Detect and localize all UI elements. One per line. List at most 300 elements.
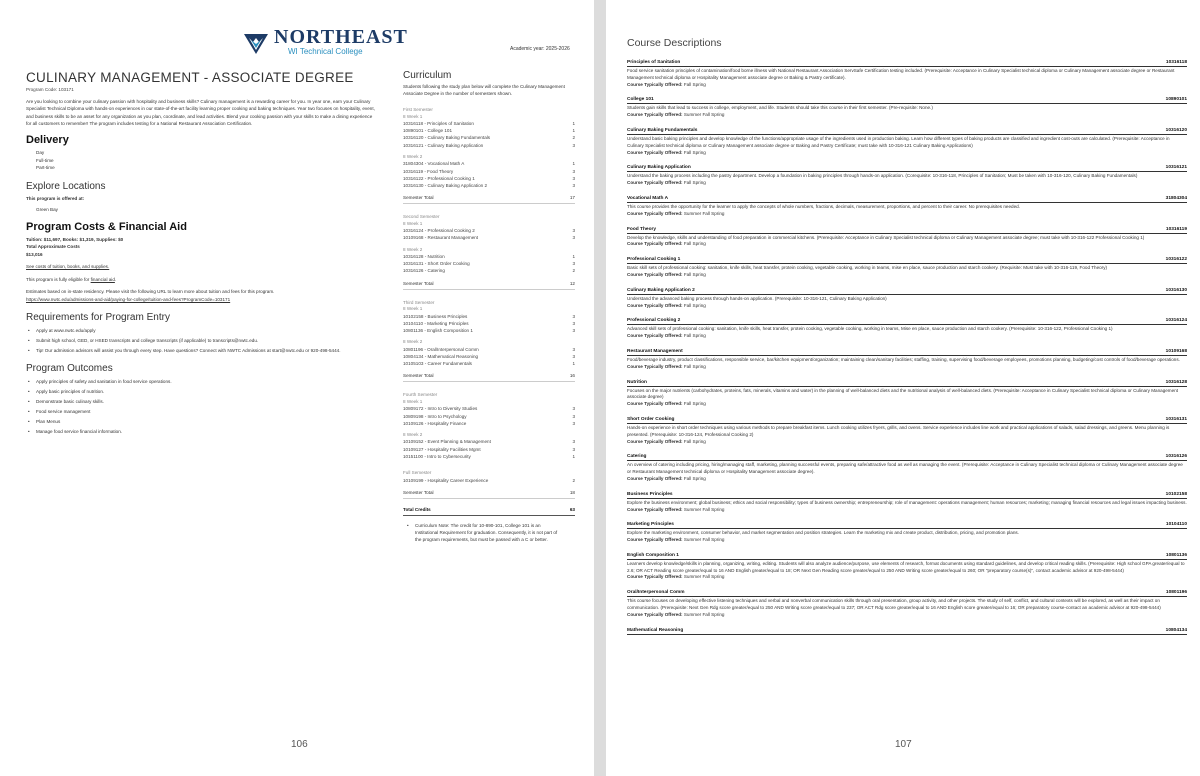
course-desc: Students gain skills that lead to success in college, employment, and life. Students should take this course in their first semester. (Pre-requisite: None.) — [627, 105, 933, 111]
course-row — [403, 313, 575, 320]
program-title: CULINARY MANAGEMENT - ASSOCIATE DEGREE — [26, 70, 354, 85]
course-credits: 3 — [572, 175, 575, 181]
course-title: Mathematical Reasoning — [627, 627, 684, 633]
semester-total-label: Semester Total — [403, 373, 434, 379]
week-label: 8 Week 2 — [403, 431, 423, 437]
outcome-item: • Manage food service financial information. — [26, 428, 378, 435]
course-header — [627, 349, 1187, 356]
course-description — [627, 288, 1187, 310]
course-header — [627, 492, 1187, 499]
course-name: 10104110 - Marketing Principles — [403, 320, 469, 326]
course-credits: 3 — [572, 406, 575, 412]
course-credits: 3 — [572, 353, 575, 359]
course-offered — [627, 476, 1187, 483]
delivery-item: Part-time — [36, 165, 55, 171]
outcome-item: • Food service management — [26, 408, 378, 415]
course-credits: 3 — [572, 168, 575, 174]
course-credits: 1 — [572, 161, 575, 167]
offered-label: Course Typically Offered: — [627, 574, 683, 580]
course-description — [627, 257, 1187, 279]
semester — [403, 300, 575, 383]
college-logo — [242, 27, 408, 56]
offered-label: Course Typically Offered: — [627, 210, 683, 216]
logo-subtitle: WI Technical College — [288, 47, 363, 56]
course-credits: 2 — [572, 477, 575, 483]
course-row — [403, 413, 575, 420]
course-credits: 1 — [572, 128, 575, 134]
course-list — [627, 60, 1187, 644]
course-header — [627, 227, 1187, 234]
course-desc: Hands-on experience in short order techniques using various methods to prepare breakfast items. Lunch cooking utilizes fryers, grills, and ovens. Service experience includes line work and practical applications of salads, salad dressings, and greens. Menu planning is presented. (Prerequisite: 10-316-124, Professional Cooking 2) — [627, 424, 1170, 437]
course-row — [403, 353, 575, 360]
semester-total — [403, 281, 575, 290]
course-desc: This course provides the opportunity for the learner to apply the concepts of whole numbers, fractions, decimals, measurement, proportions, and percent to their career. No prerequisites needed. — [627, 203, 1020, 209]
course-row — [403, 134, 575, 141]
semester-name: Fourth Semester — [403, 392, 438, 398]
course-name: 10316122 - Professional Cooking 1 — [403, 175, 475, 181]
course-title: Culinary Baking Application — [627, 165, 691, 171]
tuition-url[interactable]: https://www.nwtc.edu/admissions-and-aid/paying-for-college/tuition-and-fees?ProgramCode=103171 — [26, 296, 231, 302]
course-description — [627, 522, 1187, 544]
course-code: 10316121 — [1165, 165, 1187, 171]
offered-terms: Summer Fall Spring — [683, 574, 725, 580]
course-code: 10104110 — [1165, 522, 1187, 528]
course-title: Marketing Principles — [627, 522, 674, 528]
course-credits: 3 — [572, 320, 575, 326]
course-row — [403, 420, 575, 427]
course-name: 10801136 - English Composition 1 — [403, 328, 473, 334]
semester-total — [403, 490, 575, 499]
offered-terms: Fall Spring — [683, 475, 706, 481]
delivery-item: Day — [36, 150, 45, 156]
course-code: 10316126 — [1165, 454, 1187, 460]
course-title: Nutrition — [627, 379, 647, 385]
course-title: Oral/Interpersonal Comm — [627, 590, 685, 596]
week-label: 8 Week 1 — [403, 306, 423, 312]
week-block — [403, 306, 575, 334]
offered-label: Course Typically Offered: — [627, 438, 683, 444]
course-code: 10316118 — [1165, 60, 1187, 65]
outcome-item: • Apply basic principles of nutrition. — [26, 388, 378, 395]
course-offered — [627, 537, 1187, 544]
offered-label: Course Typically Offered: — [627, 333, 683, 339]
offered-terms: Fall Spring — [683, 271, 706, 277]
course-header — [627, 590, 1187, 597]
semester — [403, 214, 575, 290]
course-header — [627, 288, 1187, 295]
course-title: Restaurant Management — [627, 348, 683, 354]
semester — [403, 392, 575, 460]
course-header — [627, 628, 1187, 635]
course-name: 10316120 - Culinary Baking Fundamentals — [403, 135, 491, 141]
program-intro: Are you looking to combine your culinary passion with hospitality and business skills? Culinary management is a rewarding career for you. In year one, earn your Culinary Specialist Technical Diploma with hands-on experiences in our state-of-the-art facility learning proper cooking and baking techniques. Year two focuses on hospitality, event, and business skills to be an asset for any organization as you plan, coordinate, and lead activities. Blend your cooking passion with your skills to make a dining experience for all customers to remember! The program includes testing for a National Restaurant Association Certification. — [26, 99, 375, 126]
costs-heading: Program Costs & Financial Aid — [26, 220, 187, 233]
course-credits: 1 — [572, 361, 575, 367]
total-credits — [403, 507, 575, 516]
course-row — [403, 182, 575, 189]
course-row — [403, 160, 575, 167]
course-description — [627, 553, 1187, 581]
course-title: English Composition 1 — [627, 552, 679, 558]
offered-label: Course Typically Offered: — [627, 611, 683, 617]
offered-terms: Fall Spring — [683, 81, 706, 87]
course-credits: 3 — [572, 413, 575, 419]
course-header — [627, 257, 1187, 264]
offered-terms: Fall Spring — [683, 180, 706, 186]
course-title: Business Principles — [627, 491, 673, 497]
outcomes-heading: Program Outcomes — [26, 363, 113, 375]
course-name: 10102158 - Business Principles — [403, 313, 468, 319]
course-row — [403, 477, 575, 484]
course-name: 10105103 - Career Fundamentals — [403, 361, 472, 367]
course-desc: Understand the baking process including the pastry department. Develop a foundation in baking principles through hands-on application. (Corequisite: 10-316-118, Principles of Sanitation; Must be taken with 10-316-120, Culinary Baking Fundamentals) — [627, 173, 1138, 179]
financial-aid-line: This program is fully eligible for financial aid. — [26, 276, 117, 282]
week-block — [403, 339, 575, 367]
semester-name: Full Semester — [403, 470, 432, 476]
semester-total — [403, 373, 575, 382]
course-row — [403, 453, 575, 460]
semester — [403, 107, 575, 204]
course-offered — [627, 272, 1187, 279]
course-name: 10890101 - College 101 — [403, 128, 453, 134]
course-name: 10804134 - Mathematical Reasoning — [403, 353, 479, 359]
course-name: 10316121 - Culinary Baking Application — [403, 142, 484, 148]
course-credits: 3 — [572, 446, 575, 452]
course-offered — [627, 241, 1187, 248]
course-row — [403, 253, 575, 260]
offered-terms: Fall Spring — [683, 302, 706, 308]
course-row — [403, 127, 575, 134]
course-name: 10109152 - Event Planning & Management — [403, 439, 491, 445]
curriculum — [403, 70, 575, 543]
week-block — [403, 432, 575, 460]
tuition: Tuition: $11,697, Books: $1,319, Supplies: $0 — [26, 236, 124, 242]
week-block — [403, 221, 575, 242]
course-header — [627, 522, 1187, 529]
course-credits: 2 — [572, 135, 575, 141]
semester-total-value: 18 — [569, 489, 575, 495]
course-description — [627, 628, 1187, 635]
offered-label: Course Typically Offered: — [627, 241, 683, 247]
course-credits: 3 — [572, 235, 575, 241]
page-number: 106 — [291, 739, 308, 750]
course-title: College 101 — [627, 97, 654, 103]
semester-total — [403, 195, 575, 204]
offered-label: Course Typically Offered: — [627, 537, 683, 543]
offered-label: Course Typically Offered: — [627, 401, 683, 407]
course-code: 31804304 — [1165, 195, 1187, 201]
course-desc: Advanced skill sets of professional cooking: sanitation, knife skills, heat transfer, protein cooking, vegetable cooking, working in teams, Mise en place, sauce production and starch cookery. (Prerequisite: 10-316-122, Professional Cooking 1) — [627, 326, 1113, 332]
offered-terms: Summer Fall Spring — [683, 210, 725, 216]
course-name: 10109126 - Hospitality Finance — [403, 420, 467, 426]
course-offered — [627, 303, 1187, 310]
course-offered — [627, 612, 1187, 619]
course-offered — [627, 401, 1187, 408]
course-description — [627, 97, 1187, 119]
curriculum-note: • Curriculum Note: The credit for 10-890-101, College 101 is an Institutional Requirement for graduation. Consequently, it is not part of the program requirements, but must be passed with a C or better. — [403, 522, 563, 544]
course-header — [627, 60, 1187, 67]
total-costs-label: Total Approximate Costs — [26, 244, 80, 250]
course-row — [403, 175, 575, 182]
requirements-list — [26, 327, 378, 354]
course-code: 10804134 — [1165, 627, 1187, 633]
course-desc: Develop the knowledge, skills and understanding of food preparation in commercial kitchens. (Prerequisite: Acceptance in Culinary Specialist technical diploma or Culinary Management associate degree; must take with 10-316-122 Professional Cooking 1) — [627, 234, 1145, 240]
course-name: 10316128 - Nutrition — [403, 254, 445, 260]
course-desc: Focuses on the major nutrients (carbohydrates, proteins, fats, minerals, vitamins and water) in the planning of well-balanced diets and the nutritional analysis of well-balanced diets. (Prerequisite: Acceptance in Culinary Specialist technical diploma or Culinary Management associate degree) — [627, 387, 1179, 400]
course-name: 10316124 - Professional Cooking 2 — [403, 228, 475, 234]
delivery-list — [26, 149, 378, 172]
course-title: Professional Cooking 2 — [627, 318, 681, 324]
logo-name: NORTHEAST — [274, 26, 408, 48]
course-row — [403, 346, 575, 353]
course-credits: 3 — [572, 328, 575, 334]
offered-terms: Fall Spring — [683, 241, 706, 247]
outcome-item: • Plan Menus — [26, 418, 378, 425]
delivery-item: Full-time — [36, 157, 54, 163]
course-description — [627, 454, 1187, 482]
offered-terms: Fall Spring — [683, 363, 706, 369]
course-row — [403, 438, 575, 445]
financial-aid-link[interactable]: financial aid — [90, 276, 115, 282]
estimates-note: Estimates based on in-state residency. Please visit the following URL to learn more about tuition and fees for this program. — [26, 289, 275, 295]
course-offered — [627, 180, 1187, 187]
week-label: 8 Week 2 — [403, 339, 423, 345]
course-code: 10316119 — [1165, 226, 1187, 232]
offered-at: This program is offered at: — [26, 195, 85, 201]
offered-label: Course Typically Offered: — [627, 475, 683, 481]
explore-heading: Explore Locations — [26, 180, 106, 192]
offered-label: Course Typically Offered: — [627, 112, 683, 118]
course-credits: 3 — [572, 346, 575, 352]
course-title: Vocational Math A — [627, 195, 669, 201]
delivery-heading: Delivery — [26, 134, 69, 147]
course-row — [403, 260, 575, 267]
course-desc: Understand basic baking principles and develop knowledge of the functions/appropriate usage of the ingredients used in production baking. Learn how different types of baking products are classified and ingredient cost-outs are calculated. (Prerequisite: Acceptance in Culinary Specialist technical diploma or Culinary Management associate degree or Baking and Pastry Certificate; must take with 10-316-121 Culinary Baking Applications) — [627, 135, 1170, 148]
course-header — [627, 165, 1187, 172]
course-credits: 3 — [572, 182, 575, 188]
course-credits: 3 — [572, 261, 575, 267]
requirement-item: • Submit high school, GED, or HSED transcripts and college transcripts (if applicable) to transcripts@nwtc.edu. — [26, 337, 378, 344]
course-desc: Basic skill sets of professional cooking: sanitation, knife skills, heat transfer, protein cooking, vegetable cooking, working in teams, mise en place, sauce production and starch cookery. (Requisite: Must take with 10-316-119, Food Theory) — [627, 265, 1108, 271]
course-description — [627, 165, 1187, 187]
semester-total-label: Semester Total — [403, 280, 434, 286]
course-credits: 1 — [572, 121, 575, 126]
course-offered — [627, 439, 1187, 446]
offered-label: Course Typically Offered: — [627, 363, 683, 369]
course-name: 10109127 - Hospitality Facilities Mgmt — [403, 446, 481, 452]
week-block — [403, 399, 575, 427]
course-name: 10316131 - Short Order Cooking — [403, 261, 470, 267]
course-code: 10316120 — [1165, 127, 1187, 133]
course-code: 10316124 — [1165, 318, 1187, 324]
requirement-item: • Tip! Our admission advisors will assist you through every step. Have questions? Connect with NWTC Admissions at start@nwtc.edu or 920-498-5444. — [26, 347, 378, 354]
course-title: Professional Cooking 1 — [627, 257, 681, 263]
course-title: Principles of Sanitation — [627, 60, 681, 65]
requirement-item: • Apply at www.nwtc.edu/apply — [26, 327, 378, 334]
offered-label: Course Typically Offered: — [627, 506, 683, 512]
course-title: Culinary Baking Fundamentals — [627, 127, 698, 133]
course-description — [627, 318, 1187, 340]
course-title: Food Theory — [627, 226, 657, 232]
course-row — [403, 320, 575, 327]
course-offered — [627, 507, 1187, 514]
course-name: 10151100 - Intro to Cybersecurity — [403, 453, 471, 459]
program-overview — [26, 70, 378, 438]
outcome-item: • Apply principles of safety and sanitation in food service operations. — [26, 378, 378, 385]
semester-name: Third Semester — [403, 299, 435, 305]
course-title: Culinary Baking Application 2 — [627, 287, 695, 293]
costs-link[interactable]: See costs of tuition, books, and supplies. — [26, 264, 110, 270]
offered-terms: Fall Spring — [683, 149, 706, 155]
offered-terms: Summer Fall Spring — [683, 506, 725, 512]
course-title: Short Order Cooking — [627, 416, 675, 422]
week-block — [403, 247, 575, 275]
week-block — [403, 477, 575, 484]
offered-terms: Fall Spring — [683, 438, 706, 444]
course-code: 10102158 — [1165, 491, 1187, 497]
course-row — [403, 120, 575, 127]
course-row — [403, 446, 575, 453]
course-row — [403, 142, 575, 149]
outcomes-list — [26, 378, 378, 435]
offered-terms: Summer Fall Spring — [683, 537, 725, 543]
course-offered — [627, 211, 1187, 218]
course-code: 10109168 — [1165, 348, 1187, 354]
course-desc: Explore the marketing environment, consumer behavior, and market segmentation and position strategies. Learn the marketing mix and create product, distribution, pricing, and promotion plans. — [627, 530, 1019, 536]
course-name: 10316118 - Principles of Sanitation — [403, 121, 474, 126]
offered-label: Course Typically Offered: — [627, 180, 683, 186]
course-offered — [627, 333, 1187, 340]
course-description — [627, 380, 1187, 408]
course-code: 10316130 — [1165, 287, 1187, 293]
academic-year: Academic year: 2025-2026 — [510, 46, 570, 52]
course-code: 10316131 — [1165, 416, 1187, 422]
semester-total-value: 17 — [569, 195, 575, 201]
program-code: Program Code: 103171 — [26, 87, 74, 92]
course-name: 10109168 - Restaurant Management — [403, 235, 479, 241]
course-credits: 3 — [572, 228, 575, 234]
left-page — [0, 0, 594, 776]
course-offered — [627, 82, 1187, 89]
course-credits: 3 — [572, 313, 575, 319]
week-label: 8 Week 1 — [403, 113, 423, 119]
course-header — [627, 97, 1187, 104]
course-desc: Understand the advanced baking process through hands-on application. (Prerequisite: 10-316-121, Culinary Baking Application) — [627, 295, 887, 301]
total-credits-label: Total Credits — [403, 506, 431, 512]
week-block — [403, 114, 575, 149]
total-costs-value: $13,016 — [26, 251, 43, 257]
course-offered — [627, 574, 1187, 581]
course-name: 10809198 - Intro to Psychology — [403, 413, 467, 419]
course-offered — [627, 112, 1187, 119]
semester — [403, 470, 575, 499]
course-desc: Food/beverage industry, product classifications, responsible service, bar/kitchen equipment/organization; maintaining clean/sanitary facilities; staffing, training, supervising food/beverage employees, promotions planning, budgeting/cost controls of food/beverage operations. — [627, 356, 1180, 362]
course-name: 10316130 - Culinary Baking Application 2 — [403, 182, 488, 188]
course-desc: Learners develop knowledge/skills in planning, organizing, writing, editing. Students will also analyze audience/purpose, use elements of research, format documents using standard guidelines, and develop critical reading skills. (Prerequisite: High school GPA greater/equal to 2.6; OR ACT Reading score greater/equal to 16 AND English greater/equal to 18; OR Next Gen Reading score greater/equal to 250 AND Writing score greater/equal to 260; OR "preparatory course(s)", contact academic advisor at 920-498-5444) — [627, 560, 1185, 573]
location: Green Bay — [36, 207, 58, 213]
course-offered — [627, 364, 1187, 371]
offered-label: Course Typically Offered: — [627, 81, 683, 87]
course-header — [627, 318, 1187, 325]
outcome-item: • Demonstrate basic culinary skills. — [26, 398, 378, 405]
course-title: Catering — [627, 454, 647, 460]
course-credits: 1 — [572, 254, 575, 260]
course-header — [627, 454, 1187, 461]
financial-aid-text: This program is fully eligible for — [26, 276, 90, 282]
semester-total-label: Semester Total — [403, 489, 434, 495]
course-description — [627, 590, 1187, 618]
offered-terms: Fall Spring — [683, 333, 706, 339]
course-credits: 1 — [572, 453, 575, 459]
page-number: 107 — [895, 739, 912, 750]
week-label: 8 Week 1 — [403, 398, 423, 404]
week-label: 8 Week 2 — [403, 246, 423, 252]
offered-terms: Summer Fall Spring — [683, 611, 725, 617]
course-name: 10801196 - Oral/Interpersonal Comm — [403, 346, 479, 352]
course-code: 10801196 — [1165, 590, 1187, 596]
course-description — [627, 128, 1187, 156]
offered-label: Course Typically Offered: — [627, 302, 683, 308]
course-row — [403, 168, 575, 175]
week-label: 8 Week 1 — [403, 220, 423, 226]
total-credits-value: 63 — [569, 506, 575, 512]
offered-label: Course Typically Offered: — [627, 149, 683, 155]
course-description — [627, 227, 1187, 249]
course-header — [627, 417, 1187, 424]
right-page — [606, 0, 1200, 776]
course-name: 31804304 - Vocational Math A — [403, 161, 465, 167]
course-header — [627, 380, 1187, 387]
course-desc: Food service sanitation principles of contamination/food borne illness with National Restaurant Association ServSafe Certification testing included. (Prerequisite: Acceptance in Culinary Specialist technical diploma or Culinary Management associate degree or Restaurant Management technical diploma or Hospitality Management associate degree or Baking & Pastry certificate). — [627, 68, 1175, 80]
course-row — [403, 327, 575, 334]
offered-label: Course Typically Offered: — [627, 271, 683, 277]
course-code: 10890101 — [1165, 97, 1187, 103]
course-credits: 3 — [572, 439, 575, 445]
course-credits: 3 — [572, 420, 575, 426]
course-name: 10316126 - Catering — [403, 268, 445, 274]
logo-mountain-icon — [242, 28, 270, 56]
semester-total-label: Semester Total — [403, 195, 434, 201]
requirements-heading: Requirements for Program Entry — [26, 312, 170, 324]
course-row — [403, 227, 575, 234]
course-desc: Explore the business environment; global business; ethics and social responsibility; types of business ownership; entrepreneurship; role of management: operations management; human resources; marketing; managing financial resources and legal issues impacting business. — [627, 499, 1187, 505]
semester-name: First Semester — [403, 107, 433, 112]
semester-name: Second Semester — [403, 214, 440, 220]
course-name: 10809172 - Intro to Diversity Studies — [403, 406, 478, 412]
offered-terms: Summer Fall Spring — [683, 112, 725, 118]
course-name: 10109199 - Hospitality Career Experience — [403, 477, 489, 483]
course-desc: An overview of catering including pricing, hiring/managing staff, marketing, planning successful events, preparing safe/attractive food as well as managing the event. (Prerequisite: Acceptance in Culinary Specialist technical diploma or Culinary Management associate degree or Restaurant Management technical diploma or Hospitality Management associate degree). — [627, 462, 1183, 475]
course-row — [403, 267, 575, 274]
curriculum-intro: Students following the study plan below will complete the Culinary Management Associate Degree in the number of semesters shown. — [403, 84, 565, 96]
course-name: 10316119 - Food Theory — [403, 168, 454, 174]
course-description — [627, 349, 1187, 371]
semester-list — [403, 107, 575, 499]
week-block — [403, 154, 575, 189]
course-row — [403, 234, 575, 241]
course-header — [627, 553, 1187, 560]
course-desc: This course focuses on developing effective listening techniques and verbal and nonverbal communication skills through oral presentation, group activity, and other projects. The study of self, conflict, and cultural contexts will be explored, as well as their impact on communication. (Prerequisite: Next Gen Rdg score greater/equal to 250 AND Writing score greater/equal to 237; OR ACT Rdg score greater/equal to 16 AND English score greater/equal to 16; OR preparatory course-contact an academic advisor at 920-498-5444) — [627, 598, 1161, 611]
course-code: 10316122 — [1165, 257, 1187, 263]
course-credits: 3 — [572, 142, 575, 148]
course-header — [627, 196, 1187, 203]
course-offered — [627, 150, 1187, 157]
course-description — [627, 492, 1187, 514]
course-credits: 2 — [572, 268, 575, 274]
curriculum-heading: Curriculum — [403, 70, 452, 81]
course-description — [627, 417, 1187, 445]
course-header — [627, 128, 1187, 135]
